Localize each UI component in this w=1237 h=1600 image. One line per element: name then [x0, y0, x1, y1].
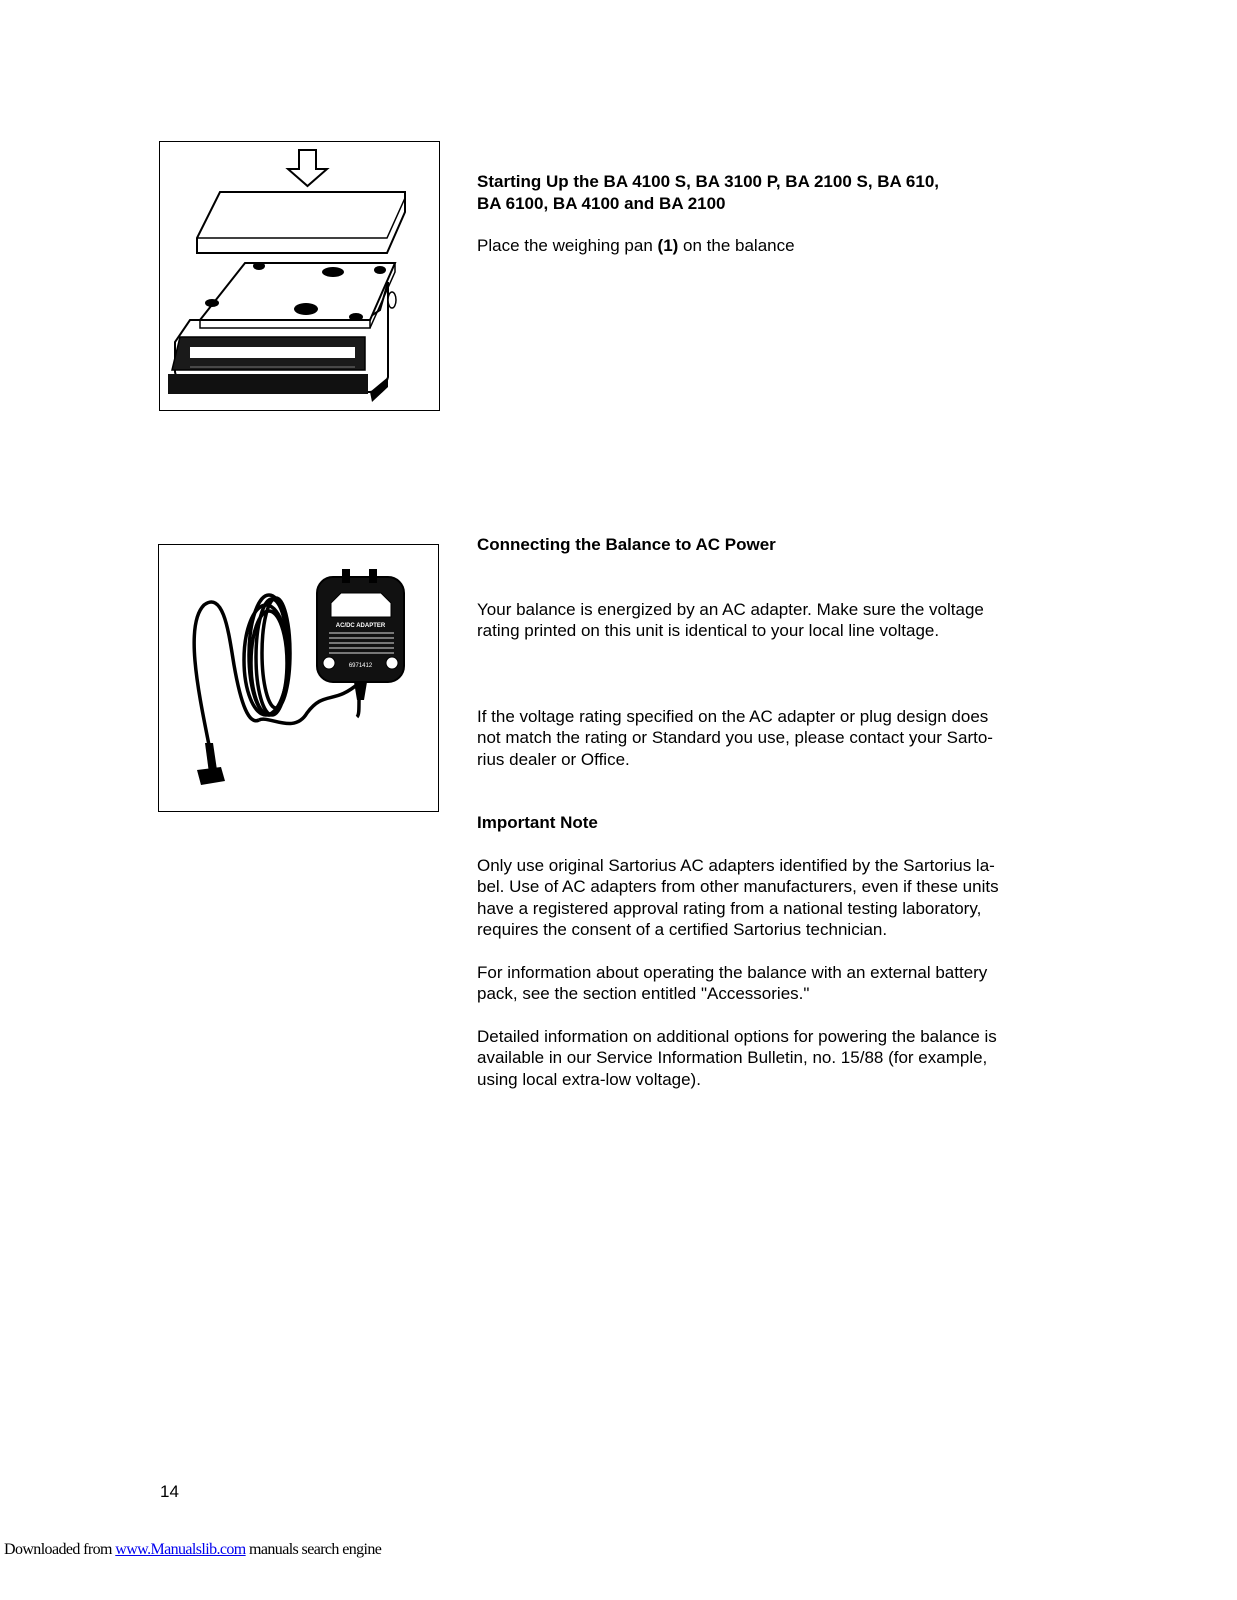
text-line: Your balance is energized by an AC adapter. Make sure the voltage: [477, 599, 984, 619]
section-heading: Important Note: [477, 813, 598, 832]
heading-line: BA 6100, BA 4100 and BA 2100: [477, 193, 726, 213]
balance-illustration: [160, 142, 441, 412]
paragraph: [477, 855, 1077, 941]
text-line: Detailed information on additional options for powering the balance is: [477, 1026, 997, 1046]
text-span: Place the weighing pan: [477, 236, 658, 255]
item-number: (1): [657, 236, 679, 255]
page-number: 14: [160, 1482, 179, 1501]
weighing-pan: [197, 192, 405, 253]
paragraph: [477, 599, 1077, 642]
section-ac-power: [477, 534, 1077, 770]
heading-line: Starting Up the BA 4100 S, BA 3100 P, BA 2100 S, BA 610,: [477, 172, 940, 191]
manualslib-link[interactable]: www.Manualslib.com: [115, 1541, 246, 1558]
footer: [4, 1541, 381, 1559]
section-important-note: [477, 812, 1077, 1090]
paragraph: [477, 706, 1077, 771]
adapter-code: 6971412: [348, 663, 373, 669]
down-arrow-icon: [288, 150, 327, 186]
text-line: rius dealer or Office.: [477, 749, 630, 769]
footer-prefix: Downloaded from: [4, 1541, 116, 1558]
section-heading: [477, 171, 1077, 214]
text-line: not match the rating or Standard you use, please contact your Sarto-: [477, 728, 993, 747]
text-line: Only use original Sartorius AC adapters identified by the Sartorius la-: [477, 855, 995, 875]
adapter-label: AC/DC ADAPTER: [335, 623, 386, 629]
text-line: using local extra-low voltage).: [477, 1069, 701, 1089]
text-line: requires the consent of a certified Sartorius technician.: [477, 920, 888, 939]
text-line: If the voltage rating specified on the AC adapter or plug design does: [477, 706, 989, 726]
paragraph: [477, 962, 1077, 1005]
text-span: on the balance: [678, 236, 795, 255]
text-line: pack, see the section entitled "Accessories.": [477, 984, 810, 1003]
paragraph: [477, 1026, 1077, 1091]
ac-adapter-figure: [158, 544, 439, 812]
balance-figure: [159, 141, 440, 411]
text-line: available in our Service Information Bulletin, no. 15/88 (for example,: [477, 1048, 988, 1067]
section-starting-up: [477, 171, 1077, 257]
ac-adapter-illustration: [159, 545, 440, 813]
text-line: have a registered approval rating from a national testing laboratory,: [477, 898, 982, 918]
instruction-text: [477, 235, 1077, 257]
section-heading: Connecting the Balance to AC Power: [477, 535, 776, 554]
text-line: rating printed on this unit is identical to your local line voltage.: [477, 621, 940, 640]
footer-suffix: manuals search engine: [245, 1541, 382, 1558]
text-line: For information about operating the balance with an external battery: [477, 962, 988, 982]
text-line: bel. Use of AC adapters from other manufacturers, even if these units: [477, 877, 999, 896]
